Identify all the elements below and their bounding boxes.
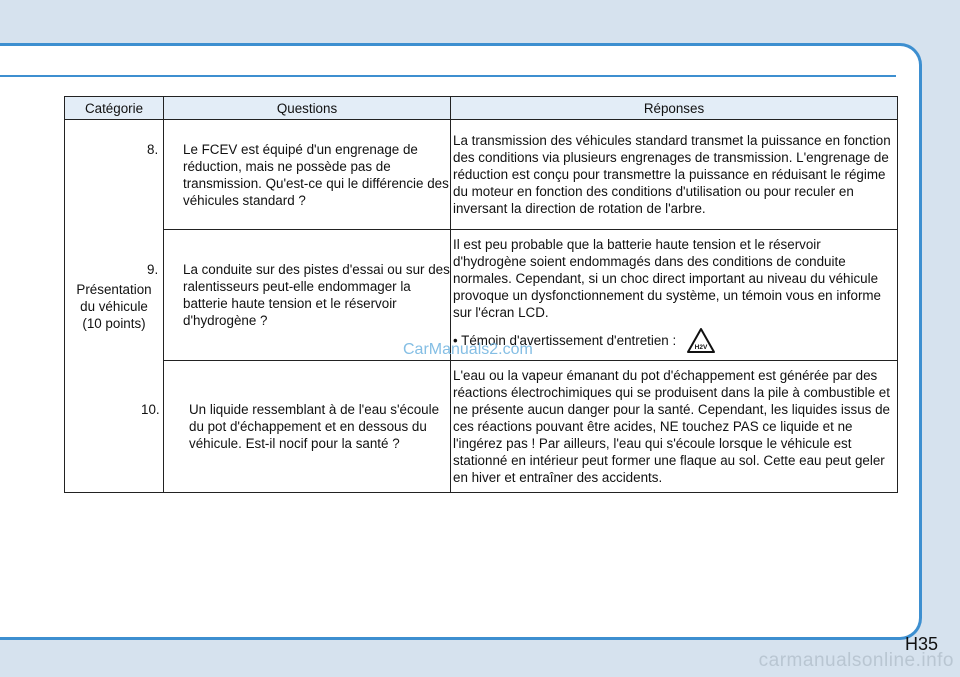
header-rule: [0, 75, 896, 77]
category-line3: (10 points): [82, 315, 146, 331]
answer-text: Il est peu probable que la batterie haute tension et le réservoir d'hydrogène soient endommagés dans des conditions de conduite normales. Cependant, si un choc direct important au niveau du véhicule provoque un dysfonctionnement du système, un témoin vous en informe sur l'écran LCD.: [453, 237, 882, 320]
question-cell: [147, 120, 451, 230]
question-cell: [141, 361, 451, 493]
footer-watermark: carmanualsonline.info: [758, 650, 954, 671]
bullet-text: • Témoin d'avertissement d'entretien :: [453, 333, 677, 348]
question-number: 9.: [147, 262, 159, 277]
question-number: 10.: [141, 402, 160, 417]
table-row: [65, 361, 898, 493]
header-answers: Réponses: [451, 97, 898, 120]
question-text: Un liquide ressemblant à de l'eau s'écoule du pot d'échappement et en dessous du véhicule. Est-il nocif pour la santé ?: [189, 402, 440, 451]
page-number: H35: [904, 634, 938, 654]
category-line2: du véhicule: [80, 298, 148, 314]
header-questions: Questions: [164, 97, 451, 120]
answer-text: La transmission des véhicules standard transmet la puissance en fonction des conditions via plusieurs engrenages de transmission. L'engrenage de réduction est conçu pour transmettre la puissance en réduisant le régime du moteur en fonction des conditions d'utilisation ou pour reculer en inversant la direction de rotation de l'arbre.: [453, 133, 891, 216]
question-text: La conduite sur des pistes d'essai ou sur des ralentisseurs peut-elle endommager la batterie haute tension et le réservoir d'hydrogène ?: [183, 262, 450, 328]
answer-cell: [451, 361, 898, 493]
table-header-row: [65, 97, 898, 120]
qa-table: [64, 96, 898, 493]
answer-cell: [451, 120, 898, 230]
category-cell: [65, 120, 164, 493]
answer-text: L'eau ou la vapeur émanant du pot d'échappement est générée par des réactions électrochimiques qui se produisent dans la pile à combustible et ne présente aucun danger pour la santé. Cependant, les liquides issus de ces réactions pouvant être acides, NE touchez PAS ce liquide et ne l'ingérez pas ! Par ailleurs, l'eau qui s'écoule lorsque le véhicule est stationné en intérieur peut former une flaque au sol. Cette eau peut geler en hiver et entraîner des accidents.: [453, 368, 890, 485]
question-number: 8.: [147, 141, 159, 157]
header-category: Catégorie: [65, 97, 164, 120]
question-text: Le FCEV est équipé d'un engrenage de réduction, mais ne possède pas de transmission. Qu'est-ce qui le différencie des véhicules standard ?: [183, 141, 449, 208]
table-row: [65, 120, 898, 230]
category-line1: Présentation: [76, 281, 152, 297]
warning-icon-label: H2V: [694, 344, 708, 351]
warning-triangle-icon: [686, 327, 716, 354]
watermark: CarManuals2.com: [403, 341, 533, 358]
